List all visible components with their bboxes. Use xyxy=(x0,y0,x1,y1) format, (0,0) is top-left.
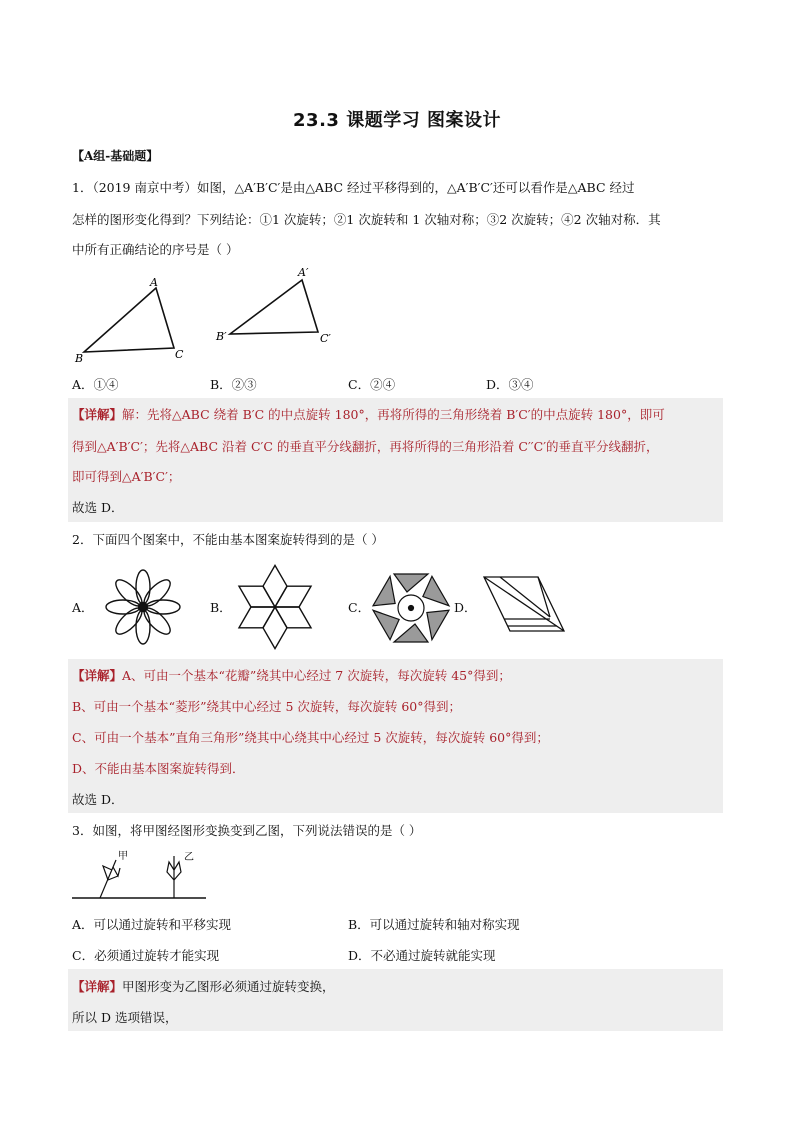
q3-stem: 3．如图，将甲图经图形变换变到乙图，下列说法错误的是（ ） xyxy=(72,823,422,838)
label-b: B xyxy=(75,352,84,365)
parallelogram-figure xyxy=(478,573,570,635)
q3-option-b: B．可以通过旋转和轴对称实现 xyxy=(348,917,520,932)
q1-stem-line-1: 1．（2019 南京中考）如图，△A′B′C′是由△ABC 经过平移得到的，△A′B′C′还可以看作是△ABC 经过 xyxy=(72,180,635,195)
q2-answer-line-3: C、可由一个基本”直角三角形”绕其中心绕其中心经过 5 次旋转，每次旋转 60°得到； xyxy=(72,730,549,745)
label-a-prime: A′ xyxy=(298,266,309,279)
q3-answer-line-2: 所以 D 选项错误， xyxy=(72,1010,178,1025)
q2-label-c: C． xyxy=(348,600,371,615)
q2-conclusion: 故选 D． xyxy=(72,792,124,807)
pinwheel-figure xyxy=(370,567,452,649)
star-of-rhombi-figure xyxy=(232,562,318,652)
q2-answer-line-4: D、不能由基本图案旋转得到． xyxy=(72,761,245,776)
q3-option-c: C．必须通过旋转才能实现 xyxy=(72,948,220,963)
q1-conclusion: 故选 D． xyxy=(72,500,124,515)
q2-answer-line-2: B、可由一个基本“菱形”绕其中心经过 5 次旋转，每次旋转 60°得到； xyxy=(72,699,461,714)
label-a: A xyxy=(150,276,158,289)
page-title: 23.3 课题学习 图案设计 xyxy=(293,110,501,131)
q1-triangles-figure xyxy=(70,262,350,367)
q1-option-a: A．①④ xyxy=(72,377,119,392)
q3-figure xyxy=(70,846,220,904)
q1-stem-line-3: 中所有正确结论的序号是（ ） xyxy=(72,242,239,257)
q1-option-b: B．②③ xyxy=(210,377,257,392)
q1-option-c: C．②④ xyxy=(348,377,396,392)
label-jia: 甲 xyxy=(118,851,128,862)
q3-option-d: D．不必通过旋转就能实现 xyxy=(348,948,496,963)
q1-answer-line-1 xyxy=(72,405,665,423)
q1-stem-line-2: 怎样的图形变化得到？下列结论：①1 次旋转；②1 次旋转和 1 次轴对称；③2 次旋转；④2 次轴对称．其 xyxy=(72,212,661,227)
q2-answer-tag: 【详解】 xyxy=(72,668,123,683)
flower-figure xyxy=(95,567,191,649)
triangle-a2b2c2 xyxy=(230,280,318,334)
label-c-prime: C′ xyxy=(320,332,331,345)
q2-label-a: A． xyxy=(72,600,94,615)
q2-stem: 2．下面四个图案中，不能由基本图案旋转得到的是（ ） xyxy=(72,532,384,547)
q1-answer-tag: 【详解】 xyxy=(72,407,123,422)
q1-option-d: D．③④ xyxy=(486,377,534,392)
q1-answer-line-3: 即可得到△A′B′C′； xyxy=(72,469,181,484)
q3-answer-line-1 xyxy=(72,977,335,995)
q1-answer-line-2: 得到△A′B′C′；先将△ABC 沿着 C′C 的垂直平分线翻折，再将所得的三角形沿着 C′′C′的垂直平分线翻折， xyxy=(72,439,659,454)
q3-answer-text-1: 甲图形变为乙图形必须通过旋转变换， xyxy=(122,979,335,994)
q3-answer-tag: 【详解】 xyxy=(72,979,123,994)
label-b-prime: B′ xyxy=(216,330,227,343)
q1-answer-text-1: 解：先将△ABC 绕着 B′C 的中点旋转 180°，再将所得的三角形绕着 B′C′的中点旋转 180°，即可 xyxy=(122,407,665,422)
q2-label-d: D． xyxy=(454,600,477,615)
label-yi: 乙 xyxy=(184,852,194,863)
q2-answer-text-1: A、可由一个基本“花瓣”绕其中心经过 7 次旋转，每次旋转 45°得到； xyxy=(122,668,511,683)
group-label: 【A组-基础题】 xyxy=(72,149,159,163)
triangle-abc xyxy=(84,288,174,352)
q2-label-b: B． xyxy=(210,600,232,615)
label-c: C xyxy=(175,348,184,361)
q2-answer-line-1 xyxy=(72,666,511,684)
q3-option-a: A．可以通过旋转和平移实现 xyxy=(72,917,232,932)
